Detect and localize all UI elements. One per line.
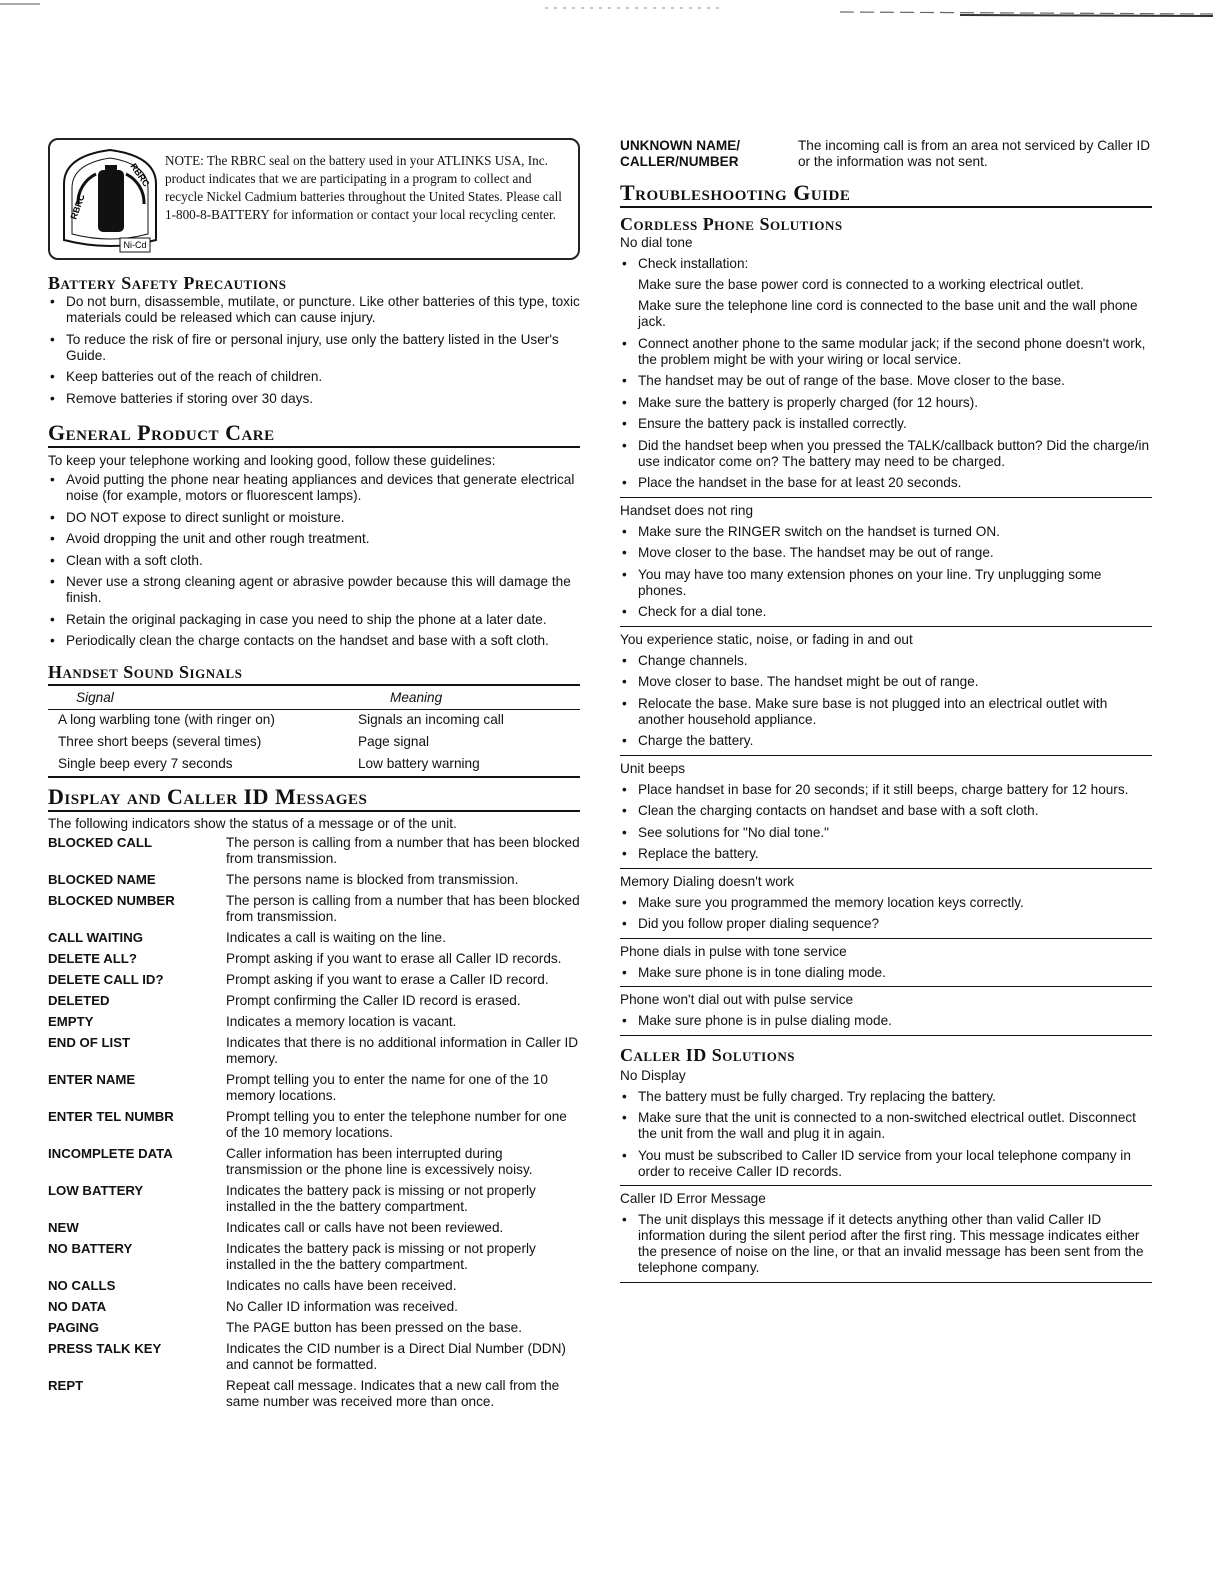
message-row [48, 1072, 580, 1104]
list-item: • To reduce the risk of fire or personal injury, use only the battery listed in the User's Guide. [48, 332, 580, 364]
message-desc: Indicates call or calls have not been reviewed. [226, 1219, 504, 1235]
list-item: • Make sure that the unit is connected to a non-switched electrical outlet. Disconnect the unit from the wall and plug it in again. [620, 1110, 1152, 1142]
message-key: BLOCKED NUMBER [48, 892, 175, 908]
meaning-cell: Signals an incoming call [358, 711, 504, 727]
message-row [48, 972, 580, 988]
list-item: • Change channels. [620, 653, 1152, 669]
check-installation-text: Check installation: [638, 256, 749, 271]
display-messages-intro: The following indicators show the status of a message or of the unit. [48, 815, 457, 831]
message-key: DELETE CALL ID? [48, 971, 164, 987]
message-row [48, 1320, 580, 1336]
pulse-tone-list [620, 965, 1152, 981]
no-display-list [620, 1089, 1152, 1180]
message-desc: The PAGE button has been pressed on the base. [226, 1319, 522, 1335]
unit-beeps-list [620, 782, 1152, 863]
pulse-service-list [620, 1013, 1152, 1029]
message-key: EMPTY [48, 1013, 94, 1029]
list-item: • Make sure the battery is properly charged (for 12 hours). [620, 395, 1152, 411]
error-message-list [620, 1212, 1152, 1276]
callerid-solutions-heading: Caller ID Solutions [620, 1044, 795, 1065]
message-key: UNKNOWN NAME/ CALLER/NUMBER [620, 138, 741, 169]
right-column [620, 136, 1152, 1283]
left-column [48, 136, 580, 1415]
message-key: ENTER NAME [48, 1071, 136, 1087]
message-desc: Repeat call message. Indicates that a new call from the same number was received more than once. [226, 1377, 560, 1409]
message-key: DELETE ALL? [48, 950, 137, 966]
problem-pulse-service [620, 986, 1152, 1029]
message-key: CALL WAITING [48, 929, 143, 945]
message-row [48, 1109, 580, 1141]
list-item: • Did the handset beep when you pressed the TALK/callback button? Did the charge/in use indicator come on? The battery may need to be charged. [620, 438, 1152, 470]
message-desc: Indicates that there is no additional information in Caller ID memory. [226, 1034, 579, 1066]
message-key: PAGING [48, 1319, 100, 1335]
list-item: • The handset may be out of range of the base. Move closer to the base. [620, 373, 1152, 389]
list-item: • Make sure you programmed the memory location keys correctly. [620, 895, 1152, 911]
list-item: • Place the handset in the base for at least 20 seconds. [620, 475, 1152, 491]
message-key: BLOCKED NAME [48, 871, 156, 887]
problem-title: Memory Dialing doesn't work [620, 873, 795, 889]
message-desc: Prompt telling you to enter the telephone number for one of the 10 memory locations. [226, 1108, 567, 1140]
list-item: • Clean the charging contacts on handset and base with a soft cloth. [620, 803, 1152, 819]
message-key: BLOCKED CALL [48, 834, 153, 850]
message-key: NO DATA [48, 1298, 107, 1314]
message-desc: Prompt asking if you want to erase a Caller ID record. [226, 971, 549, 987]
cordless-solutions-heading: Cordless Phone Solutions [620, 214, 843, 234]
problem-error-message [620, 1185, 1152, 1283]
list-item: • The unit displays this message if it detects anything other than valid Caller ID information during the silent period after the first ring. This message indicates either the presence of noise on the line, or that an invalid message has been sent from the telephone company. [620, 1212, 1152, 1276]
sound-signals-table [48, 690, 580, 778]
problem-title: Caller ID Error Message [620, 1191, 766, 1206]
meaning-cell: Low battery warning [358, 755, 480, 771]
scan-artifact-top [0, 0, 1213, 24]
table-row [48, 754, 580, 777]
memory-list [620, 895, 1152, 933]
message-key: NO CALLS [48, 1277, 116, 1293]
problem-title: Phone won't dial out with pulse service [620, 992, 854, 1007]
message-row [48, 1014, 580, 1030]
message-row [48, 951, 580, 967]
list-item: • Make sure phone is in tone dialing mode. [620, 965, 1152, 981]
problem-no-ring [620, 497, 1152, 621]
list-item: • Replace the battery. [620, 846, 1152, 862]
message-row [48, 872, 580, 888]
list-item: • See solutions for "No dial tone." [620, 825, 1152, 841]
general-care-intro: To keep your telephone working and looking good, follow these guidelines: [48, 453, 496, 468]
general-care-list [48, 472, 580, 649]
message-desc: Indicates the battery pack is missing or not properly installed in the the battery compartment. [226, 1182, 536, 1214]
message-key: END OF LIST [48, 1034, 131, 1050]
message-key: INCOMPLETE DATA [48, 1145, 173, 1161]
no-dial-tone-list [620, 336, 1152, 492]
message-row [48, 1341, 580, 1373]
no-ring-list [620, 524, 1152, 621]
list-item: • Periodically clean the charge contacts on the handset and base with a soft cloth. [48, 633, 580, 649]
message-row [48, 1278, 580, 1294]
list-item: • Check for a dial tone. [620, 604, 1152, 620]
message-row [48, 1035, 580, 1067]
battery-safety-list [48, 294, 580, 407]
message-key: LOW BATTERY [48, 1182, 144, 1198]
problem-memory [620, 868, 1152, 933]
list-item: • You may have too many extension phones on your line. Try unplugging some phones. [620, 567, 1152, 599]
list-item: • DO NOT expose to direct sunlight or moisture. [48, 510, 580, 526]
list-item: • Make sure phone is in pulse dialing mode. [620, 1013, 1152, 1029]
list-item: • Avoid dropping the unit and other rough treatment. [48, 531, 580, 547]
list-item: • Never use a strong cleaning agent or abrasive powder because this will damage the finish. [48, 574, 580, 606]
message-row [48, 835, 580, 867]
problem-title: Unit beeps [620, 760, 685, 776]
message-row [48, 1299, 580, 1315]
message-desc: Prompt asking if you want to erase all Caller ID records. [226, 950, 562, 966]
message-desc: Indicates a memory location is vacant. [226, 1013, 457, 1029]
problem-title: Handset does not ring [620, 502, 754, 518]
seal-text-left: RBRC [68, 192, 87, 221]
message-desc: The person is calling from a number that has been blocked from transmission. [226, 834, 580, 866]
message-desc: Prompt telling you to enter the name for one of the 10 memory locations. [226, 1071, 548, 1103]
message-key: DELETED [48, 992, 110, 1008]
check-sub-item: Make sure the telephone line cord is connected to the base unit and the wall phone jack. [638, 298, 1138, 329]
problem-title: Phone dials in pulse with tone service [620, 943, 847, 959]
message-row [48, 1146, 580, 1178]
problem-unit-beeps [620, 755, 1152, 863]
col-signal-header: Signal [76, 689, 114, 705]
list-item: • Charge the battery. [620, 733, 1152, 749]
problem-title: No dial tone [620, 235, 693, 250]
callerid-solutions-section [620, 1035, 1152, 1180]
rbrc-note-box [48, 138, 580, 260]
message-row [48, 993, 580, 1009]
message-key: NO BATTERY [48, 1240, 133, 1256]
message-desc: Indicates the battery pack is missing or not properly installed in the the battery compartment. [226, 1240, 536, 1272]
table-row [48, 709, 580, 732]
problem-no-dial-tone [620, 235, 1152, 491]
list-item: • Retain the original packaging in case you need to ship the phone at a later date. [48, 612, 580, 628]
message-row [48, 1378, 580, 1410]
static-list [620, 653, 1152, 750]
list-item: • Relocate the base. Make sure base is not plugged into an electrical outlet with another household appliance. [620, 696, 1152, 728]
rbrc-note-text: NOTE: The RBRC seal on the battery used in your ATLINKS USA, Inc. product indicates that we are participating in a program to collect and recycle Nickel Cadmium batteries throughout the United States. Please call 1-800-8-BATTERY for information or contact your local recycling center. [165, 153, 562, 222]
list-item: • The battery must be fully charged. Try replacing the battery. [620, 1089, 1152, 1105]
col-meaning-header: Meaning [390, 689, 443, 705]
message-key: ENTER TEL NUMBR [48, 1108, 174, 1124]
seal-nicd-label: Ni-Cd [123, 240, 147, 250]
rbrc-seal-icon [56, 144, 164, 256]
message-desc: Caller information has been interrupted during transmission or the phone line is excessively noisy. [226, 1145, 533, 1177]
display-messages-list [48, 835, 580, 1410]
display-messages-heading: Display and Caller ID Messages [48, 784, 580, 812]
list-item: • Move closer to base. The handset might be out of range. [620, 674, 1152, 690]
table-row [48, 732, 580, 754]
message-key: PRESS TALK KEY [48, 1340, 162, 1356]
message-desc: The persons name is blocked from transmission. [226, 871, 519, 887]
message-row [48, 1183, 580, 1215]
list-item: • Clean with a soft cloth. [48, 553, 580, 569]
list-item: • Avoid putting the phone near heating appliances and devices that generate electrical noise (for example, motors or fluorescent lamps). [48, 472, 580, 504]
message-desc: Prompt confirming the Caller ID record is erased. [226, 992, 521, 1008]
problem-title: You experience static, noise, or fading in and out [620, 631, 913, 647]
message-row [48, 893, 580, 925]
battery-safety-heading: Battery Safety Precautions [48, 273, 287, 293]
list-item: • Keep batteries out of the reach of children. [48, 369, 580, 385]
message-desc: Indicates no calls have been received. [226, 1277, 457, 1293]
message-desc: No Caller ID information was received. [226, 1298, 458, 1314]
problem-static [620, 626, 1152, 750]
list-item: • Did you follow proper dialing sequence? [620, 916, 1152, 932]
message-row [48, 930, 580, 946]
list-item: • Remove batteries if storing over 30 days. [48, 391, 580, 407]
message-desc: The incoming call is from an area not serviced by Caller ID or the information was not sent. [798, 138, 1151, 169]
list-item: • Do not burn, disassemble, mutilate, or puncture. Like other batteries of this type, toxic materials could be released which can cause injury. [48, 294, 580, 326]
signal-cell: Single beep every 7 seconds [58, 755, 233, 771]
list-item [620, 256, 1152, 330]
signal-cell: A long warbling tone (with ringer on) [58, 711, 275, 727]
seal-text-right: RBRC [128, 161, 152, 189]
list-item: • Place handset in base for 20 seconds; if it still beeps, charge battery for 12 hours. [620, 782, 1152, 798]
message-row [48, 1241, 580, 1273]
check-sub-item: Make sure the base power cord is connected to a working electrical outlet. [638, 277, 1084, 292]
message-key: REPT [48, 1377, 84, 1393]
message-desc: Indicates the CID number is a Direct Dial Number (DDN) and cannot be formatted. [226, 1340, 566, 1372]
list-item: • Move closer to the base. The handset may be out of range. [620, 545, 1152, 561]
message-row-unknown [620, 138, 1152, 170]
message-desc: The person is calling from a number that has been blocked from transmission. [226, 892, 580, 924]
problem-title: No Display [620, 1067, 686, 1083]
list-item: • Connect another phone to the same modular jack; if the second phone doesn't work, the problem might be with your wiring or local service. [620, 336, 1152, 368]
troubleshooting-heading: Troubleshooting Guide [620, 180, 1152, 208]
message-desc: Indicates a call is waiting on the line. [226, 929, 446, 945]
message-row [48, 1220, 580, 1236]
sound-signals-heading: Handset Sound Signals [48, 661, 580, 686]
list-item: • You must be subscribed to Caller ID service from your local telephone company in order to receive Caller ID records. [620, 1148, 1152, 1180]
list-item: • Make sure the RINGER switch on the handset is turned ON. [620, 524, 1152, 540]
general-care-heading: General Product Care [48, 420, 580, 448]
meaning-cell: Page signal [358, 733, 430, 749]
signal-cell: Three short beeps (several times) [58, 733, 262, 749]
message-key: NEW [48, 1219, 79, 1235]
problem-pulse-tone [620, 938, 1152, 981]
list-item: • Ensure the battery pack is installed correctly. [620, 416, 1152, 432]
